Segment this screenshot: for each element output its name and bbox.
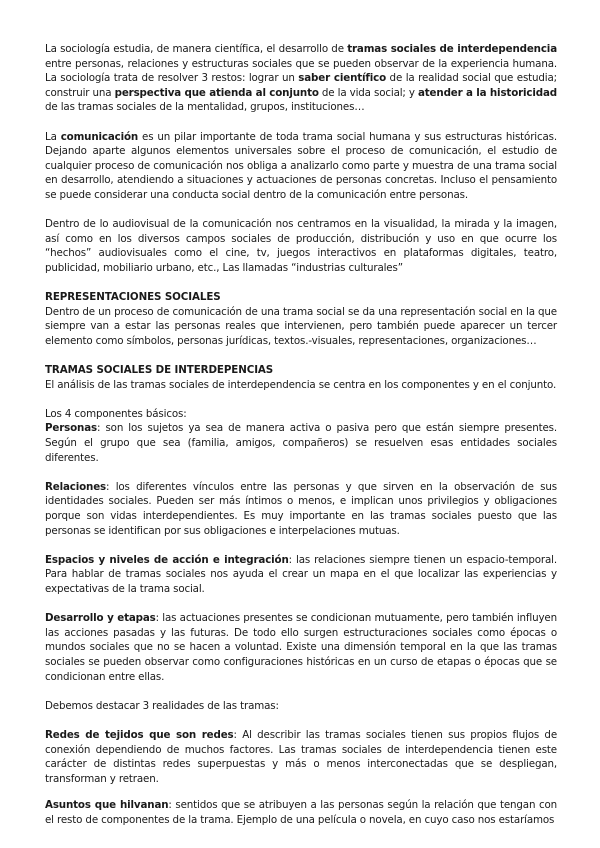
tramas-paragraph: El análisis de las tramas sociales de interdependencia se centra en los componentes y en el conjunto. bbox=[45, 378, 557, 391]
section-heading-representaciones: REPRESENTACIONES SOCIALES bbox=[45, 291, 221, 304]
text-run: entre personas, relaciones y estructuras sociales que se pueden observar de la experiencia humana. La sociología trata de resolver 3 restos: lograr un bbox=[45, 57, 557, 85]
bold-term: Desarrollo y etapas bbox=[45, 612, 156, 625]
reality-redes bbox=[45, 728, 557, 786]
text-run: : las actuaciones presentes se condicionan mutuamente, pero también influyen las acciones pasadas y las futuras. De todo ello surgen estructuraciones sociales como épocas o mundos sociales que no se hacen a voluntad. Existe una dimensión temporal en la que las tramas sociales se pueden observar como configuraciones históricas en un curso de etapas o épocas que se condicionan entre ellas. bbox=[45, 612, 557, 683]
text-run: : los diferentes vínculos entre las personas y que sirven en la observación de sus identidades sociales. Pueden ser más íntimos o menos, e implican unos privilegios y obligaciones porque son vidas interdependientes. Es muy importante en las tramas sociales puesto que las personas se identifican por sus obligaciones e interpelaciones mutuas. bbox=[45, 480, 557, 537]
bold-term: perspectiva que atienda al conjunto bbox=[114, 86, 319, 99]
text-run: : las relaciones siempre tienen un espacio-temporal. Para hablar de tramas sociales nos ayuda el crear un mapa en el que localizar las experiencias y expectativas de la trama social. bbox=[45, 553, 557, 595]
text-run: : sentidos que se atribuyen a las personas según la relación que tengan con el resto de componentes de la trama. Ejemplo de una película o novela, en cuyo caso nos estaríamos bbox=[45, 799, 557, 826]
components-intro: Los 4 componentes básicos: bbox=[45, 407, 187, 420]
section-heading-tramas: TRAMAS SOCIALES DE INTERDEPENCIAS bbox=[45, 364, 274, 377]
bold-term: saber científico bbox=[298, 72, 386, 85]
bold-term: comunicación bbox=[60, 130, 139, 143]
text-run: de la realidad social que estudia; construir una bbox=[45, 72, 557, 99]
text-run: La bbox=[45, 130, 61, 143]
communication-paragraph bbox=[45, 130, 557, 203]
realities-intro: Debemos destacar 3 realidades de las tramas: bbox=[45, 699, 279, 712]
bold-term: atender a la historicidad bbox=[417, 86, 557, 99]
bold-term: Relaciones bbox=[45, 480, 107, 493]
component-desarrollo bbox=[45, 611, 557, 684]
bold-term: Redes de tejidos que son redes bbox=[45, 728, 234, 741]
intro-paragraph bbox=[45, 42, 557, 115]
reality-asuntos bbox=[45, 798, 557, 827]
component-relaciones bbox=[45, 480, 557, 538]
bold-term: Espacios y niveles de acción e integración bbox=[45, 553, 289, 566]
text-run: es un pilar importante de toda trama social humana y sus estructuras históricas. Dejando aparte algunos elementos universales sobre el proceso de comunicación, el estudio de cualquier proceso de comunicación nos obliga a analizarlo como parte y muestra de una trama social en desarrollo, atendiendo a situaciones y actuaciones de personas concretas. Incluso el pensamiento se puede considerar una conducta social dentro de la comunicación entre personas. bbox=[45, 130, 557, 201]
text-run: : Al describir las tramas sociales tienen sus propios flujos de conexión dependiendo de muchos factores. Las tramas sociales de interdependencia tienen este carácter de distintas redes superpuestas y más o menos interconectadas que se despliegan, transforman y retraen. bbox=[45, 728, 558, 785]
audiovisual-paragraph: Dentro de lo audiovisual de la comunicación nos centramos en la visualidad, la mirada y la imagen, así como en los diversos campos sociales de producción, distribución y uso en que ocurre los “hechos” audiovisuales como el cine, tv, juegos interactivos en plataformas digitales, teatro, publicidad, mobiliario urbano, etc., Las llamadas “industrias culturales” bbox=[45, 218, 557, 274]
text-run: : son los sujetos ya sea de manera activa o pasiva pero que están siempre presentes. Según el grupo que sea (familia, amigos, compañeros) se resuelven esas entidades sociales diferentes. bbox=[45, 422, 557, 464]
text-run: La sociología estudia, de manera científica, el desarrollo de bbox=[45, 43, 348, 55]
component-personas bbox=[45, 421, 557, 465]
bold-term: Asuntos que hilvanan bbox=[45, 799, 169, 812]
bold-term: Personas bbox=[45, 422, 98, 435]
text-run: de la vida social; y bbox=[318, 86, 418, 99]
bold-term: tramas sociales de interdependencia bbox=[347, 43, 557, 55]
text-run: de las tramas sociales de la mentalidad, grupos, instituciones… bbox=[45, 101, 365, 114]
component-espacios bbox=[45, 553, 557, 597]
representaciones-paragraph: Dentro de un proceso de comunicación de una trama social se da una representación social en la que siempre van a estar las personas reales que intervienen, pero también puede aparecer un tercer elemento como símbolos, personas jurídicas, textos.-visuales, representaciones, organizaciones… bbox=[45, 305, 557, 347]
